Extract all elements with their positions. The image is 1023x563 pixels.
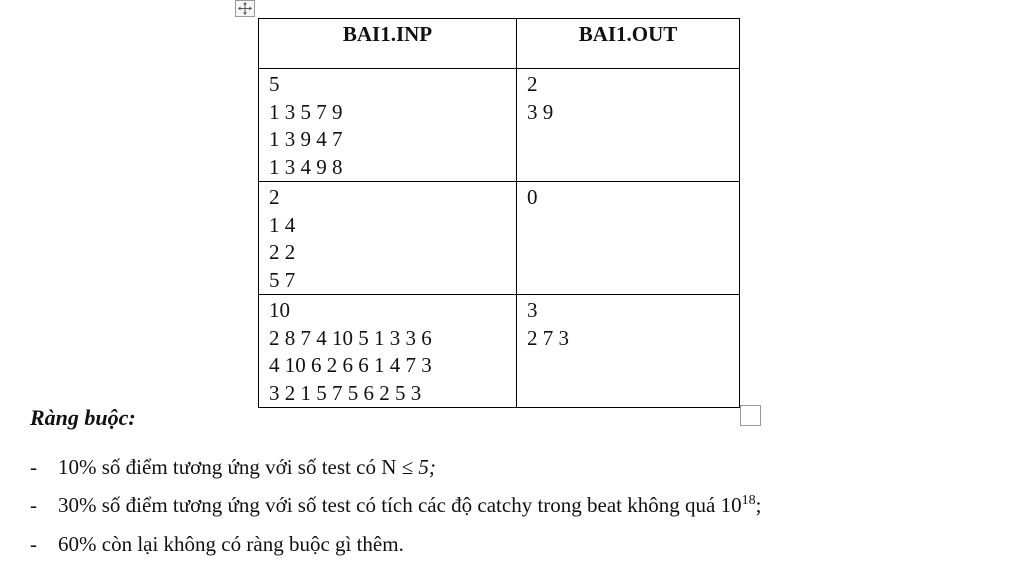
constraint-text: 10% số điểm tương ứng với số test có N bbox=[58, 455, 402, 479]
input-cell bbox=[259, 69, 517, 182]
constraint-tail: ; bbox=[755, 493, 762, 517]
input-line: 2 2 bbox=[269, 240, 296, 264]
output-cell bbox=[517, 295, 740, 408]
constraints-title: Ràng buộc: bbox=[30, 405, 136, 430]
output-cell bbox=[517, 182, 740, 295]
io-example-table bbox=[258, 18, 740, 408]
output-line: 3 9 bbox=[527, 99, 554, 124]
constraint-text: 60% còn lại không có ràng buộc gì thêm. bbox=[58, 532, 404, 556]
constraint-math: ≤ 5; bbox=[401, 455, 436, 479]
constraint-item bbox=[30, 532, 404, 557]
input-line: 2 bbox=[269, 185, 280, 209]
header-input-file: BAI1.INP bbox=[259, 19, 517, 69]
bullet-dash: - bbox=[30, 532, 37, 556]
input-cell bbox=[259, 182, 517, 295]
input-line: 1 3 4 9 8 bbox=[269, 154, 343, 179]
input-line: 1 4 bbox=[269, 212, 296, 237]
input-line: 2 8 7 4 10 5 1 3 3 6 bbox=[269, 325, 432, 350]
output-line: 0 bbox=[527, 185, 538, 209]
input-line: 5 bbox=[269, 72, 280, 96]
table-move-handle-icon[interactable] bbox=[235, 0, 255, 17]
output-line: 3 bbox=[527, 298, 538, 322]
input-line: 1 3 5 7 9 bbox=[269, 99, 343, 124]
constraint-text: 30% số điểm tương ứng với số test có tích các độ catchy trong beat không quá 10 bbox=[58, 493, 742, 517]
header-output-file: BAI1.OUT bbox=[517, 19, 740, 69]
constraint-item bbox=[30, 493, 761, 518]
table-resize-handle-icon[interactable] bbox=[740, 405, 761, 426]
output-line: 2 7 3 bbox=[527, 325, 569, 350]
constraint-exponent: 18 bbox=[741, 493, 756, 508]
bullet-dash: - bbox=[30, 455, 37, 479]
constraint-item bbox=[30, 455, 436, 480]
input-line: 1 3 9 4 7 bbox=[269, 127, 343, 151]
input-line: 10 bbox=[269, 298, 290, 322]
input-line: 3 2 1 5 7 5 6 2 5 3 bbox=[269, 380, 422, 405]
input-line: 4 10 6 2 6 6 1 4 7 3 bbox=[269, 353, 432, 377]
output-cell bbox=[517, 69, 740, 182]
input-cell bbox=[259, 295, 517, 408]
output-line: 2 bbox=[527, 72, 538, 96]
table-row bbox=[259, 69, 740, 182]
input-line: 5 7 bbox=[269, 267, 296, 292]
table-row bbox=[259, 182, 740, 295]
table-row bbox=[259, 295, 740, 408]
table-header-row bbox=[259, 19, 740, 69]
bullet-dash: - bbox=[30, 493, 37, 517]
move-arrows-icon bbox=[236, 1, 254, 16]
